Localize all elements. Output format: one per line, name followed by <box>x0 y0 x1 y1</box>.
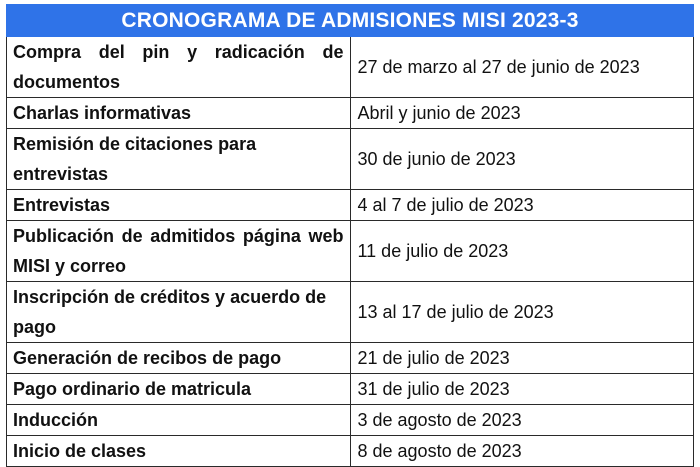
date-cell: 3 de agosto de 2023 <box>350 405 694 436</box>
activity-cell: Charlas informativas <box>7 98 351 129</box>
table-row <box>7 190 694 221</box>
table-row <box>7 405 694 436</box>
table-row <box>7 282 694 343</box>
date-cell: 30 de junio de 2023 <box>350 129 694 190</box>
table-row <box>7 436 694 467</box>
activity-cell: Remisión de citaciones para entrevistas <box>7 129 351 190</box>
table-row <box>7 343 694 374</box>
date-cell: Abril y junio de 2023 <box>350 98 694 129</box>
date-cell: 8 de agosto de 2023 <box>350 436 694 467</box>
date-cell: 27 de marzo al 27 de junio de 2023 <box>350 37 694 98</box>
activity-cell: Publicación de admitidos página web MISI y correo <box>7 221 351 282</box>
table-row <box>7 129 694 190</box>
table-row <box>7 98 694 129</box>
table-row <box>7 221 694 282</box>
admissions-schedule-table <box>6 4 694 467</box>
table-row <box>7 37 694 98</box>
activity-cell: Inicio de clases <box>7 436 351 467</box>
table-row <box>7 374 694 405</box>
activity-cell: Inscripción de créditos y acuerdo de pago <box>7 282 351 343</box>
date-cell: 4 al 7 de julio de 2023 <box>350 190 694 221</box>
date-cell: 11 de julio de 2023 <box>350 221 694 282</box>
activity-cell: Generación de recibos de pago <box>7 343 351 374</box>
date-cell: 21 de julio de 2023 <box>350 343 694 374</box>
table-title: CRONOGRAMA DE ADMISIONES MISI 2023-3 <box>7 5 694 37</box>
activity-cell: Pago ordinario de matricula <box>7 374 351 405</box>
date-cell: 13 al 17 de julio de 2023 <box>350 282 694 343</box>
date-cell: 31 de julio de 2023 <box>350 374 694 405</box>
title-row <box>7 5 694 37</box>
activity-cell: Entrevistas <box>7 190 351 221</box>
activity-cell: Inducción <box>7 405 351 436</box>
activity-cell: Compra del pin y radicación de documentos <box>7 37 351 98</box>
